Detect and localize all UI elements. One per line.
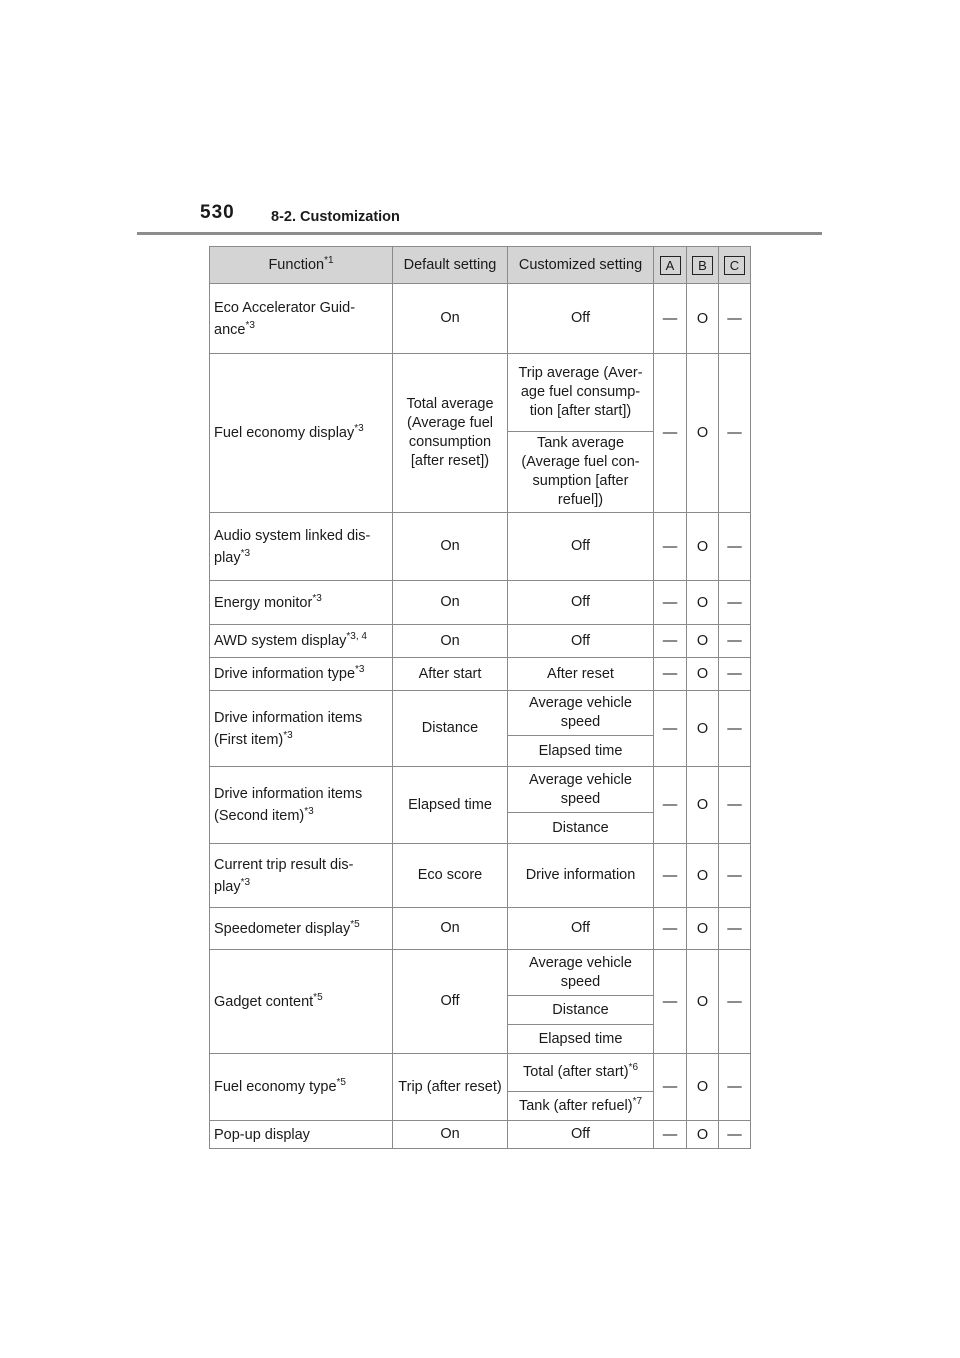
table-row <box>210 950 751 996</box>
customized-setting-cell: Off <box>508 908 654 950</box>
column-b-cell: O <box>687 691 719 767</box>
default-setting-cell: Off <box>393 950 508 1054</box>
header-divider <box>137 232 822 235</box>
customized-setting-cell: Tank (after refuel)$^{*7}$ <box>508 1092 654 1121</box>
function-cell: Drive information items (First item)$^{*3}$ <box>210 691 393 767</box>
column-a-cell: — <box>654 354 687 513</box>
column-a-cell: — <box>654 844 687 908</box>
column-c-cell: — <box>719 1054 751 1121</box>
customized-setting-cell: Average vehicle speed <box>508 691 654 736</box>
column-b-cell: O <box>687 950 719 1054</box>
column-c-cell: — <box>719 625 751 658</box>
column-a-cell: — <box>654 284 687 354</box>
section-title: 8-2. Customization <box>271 209 400 225</box>
customized-setting-cell: Off <box>508 513 654 581</box>
function-cell: AWD system display$^{*3, 4}$ <box>210 625 393 658</box>
column-c-header: C <box>719 247 751 284</box>
column-b-cell: O <box>687 581 719 625</box>
column-b-cell: O <box>687 767 719 844</box>
function-cell: Speedometer display$^{*5}$ <box>210 908 393 950</box>
customized-setting-cell: Drive information <box>508 844 654 908</box>
default-setting-cell: On <box>393 1121 508 1149</box>
table-row <box>210 1054 751 1092</box>
function-cell: Fuel economy type$^{*5}$ <box>210 1054 393 1121</box>
customized-setting-cell: Off <box>508 284 654 354</box>
column-b-cell: O <box>687 658 719 691</box>
default-setting-cell: Eco score <box>393 844 508 908</box>
column-c-cell: — <box>719 581 751 625</box>
table-row <box>210 513 751 581</box>
default-setting-cell: After start <box>393 658 508 691</box>
column-c-cell: — <box>719 284 751 354</box>
function-cell: Drive information type$^{*3}$ <box>210 658 393 691</box>
customized-setting-cell: After reset <box>508 658 654 691</box>
default-setting-cell: On <box>393 625 508 658</box>
customization-table <box>209 246 751 1149</box>
default-setting-cell: Total average (Average fuel consumption [after reset]) <box>393 354 508 513</box>
column-b-cell: O <box>687 1121 719 1149</box>
column-a-header: A <box>654 247 687 284</box>
column-a-cell: — <box>654 1054 687 1121</box>
customized-setting-cell: Elapsed time <box>508 1025 654 1054</box>
customized-setting-cell: Distance <box>508 996 654 1025</box>
column-b-cell: O <box>687 908 719 950</box>
table-row <box>210 691 751 736</box>
table-row <box>210 767 751 813</box>
customized-setting-cell: Distance <box>508 813 654 844</box>
customized-setting-cell: Elapsed time <box>508 736 654 767</box>
column-a-cell: — <box>654 625 687 658</box>
default-setting-cell: Distance <box>393 691 508 767</box>
function-cell: Current trip result dis-play$^{*3}$ <box>210 844 393 908</box>
table-row <box>210 658 751 691</box>
column-b-header: B <box>687 247 719 284</box>
customized-setting-cell: Off <box>508 1121 654 1149</box>
column-a-cell: — <box>654 908 687 950</box>
table-row <box>210 1121 751 1149</box>
function-cell: Energy monitor$^{*3}$ <box>210 581 393 625</box>
column-a-cell: — <box>654 767 687 844</box>
column-a-cell: — <box>654 691 687 767</box>
table-row <box>210 908 751 950</box>
column-c-cell: — <box>719 354 751 513</box>
table-row <box>210 354 751 432</box>
customized-setting-cell: Total (after start)$^{*6}$ <box>508 1054 654 1092</box>
default-setting-cell: On <box>393 581 508 625</box>
page-number: 530 <box>200 202 235 223</box>
column-a-cell: — <box>654 513 687 581</box>
column-b-cell: O <box>687 513 719 581</box>
column-b-cell: O <box>687 354 719 513</box>
function-column-header: Function$^{*1}$ <box>210 247 393 284</box>
function-cell: Drive information items (Second item)$^{*3}$ <box>210 767 393 844</box>
customized-setting-cell: Off <box>508 581 654 625</box>
table-row <box>210 581 751 625</box>
default-setting-cell: Trip (after reset) <box>393 1054 508 1121</box>
column-c-cell: — <box>719 908 751 950</box>
column-b-cell: O <box>687 625 719 658</box>
column-c-cell: — <box>719 691 751 767</box>
column-c-cell: — <box>719 950 751 1054</box>
default-setting-cell: On <box>393 513 508 581</box>
customized-column-header: Customized setting <box>508 247 654 284</box>
column-c-cell: — <box>719 844 751 908</box>
column-a-cell: — <box>654 1121 687 1149</box>
table-row <box>210 625 751 658</box>
customized-setting-cell: Trip average (Aver-age fuel consump-tion [after start]) <box>508 354 654 432</box>
table-header-row <box>210 247 751 284</box>
column-a-cell: — <box>654 950 687 1054</box>
default-setting-cell: Elapsed time <box>393 767 508 844</box>
default-setting-cell: On <box>393 908 508 950</box>
column-b-cell: O <box>687 284 719 354</box>
function-cell: Gadget content$^{*5}$ <box>210 950 393 1054</box>
default-setting-cell: On <box>393 284 508 354</box>
customized-setting-cell: Tank average (Average fuel con-sumption [after refuel]) <box>508 432 654 513</box>
column-c-cell: — <box>719 513 751 581</box>
column-a-cell: — <box>654 658 687 691</box>
table-row <box>210 844 751 908</box>
customized-setting-cell: Off <box>508 625 654 658</box>
column-a-cell: — <box>654 581 687 625</box>
column-c-cell: — <box>719 767 751 844</box>
function-cell: Pop-up display <box>210 1121 393 1149</box>
column-b-cell: O <box>687 1054 719 1121</box>
function-cell: Audio system linked dis-play$^{*3}$ <box>210 513 393 581</box>
column-b-cell: O <box>687 844 719 908</box>
function-cell: Fuel economy display$^{*3}$ <box>210 354 393 513</box>
customized-setting-cell: Average vehicle speed <box>508 950 654 996</box>
column-c-cell: — <box>719 658 751 691</box>
column-c-cell: — <box>719 1121 751 1149</box>
function-cell: Eco Accelerator Guid-ance$^{*3}$ <box>210 284 393 354</box>
customized-setting-cell: Average vehicle speed <box>508 767 654 813</box>
table-row <box>210 284 751 354</box>
default-column-header: Default setting <box>393 247 508 284</box>
